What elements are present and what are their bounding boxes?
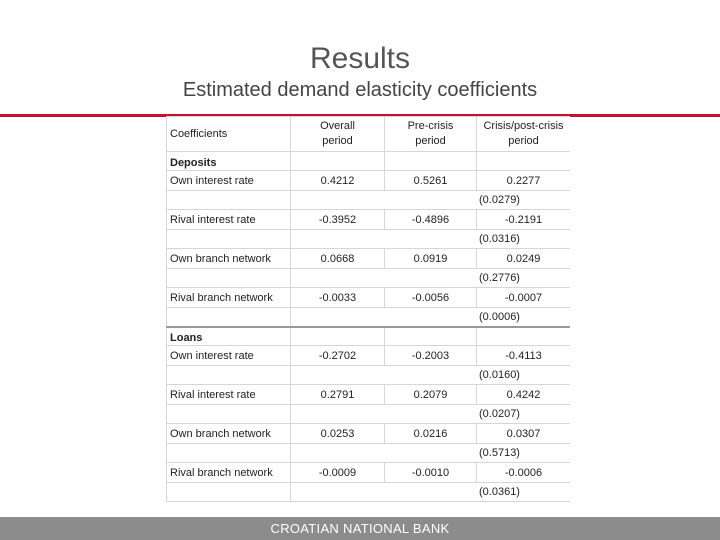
empty-cell [385,152,477,171]
table-body [167,152,571,502]
loans-section-label: Loans [167,327,291,346]
overall-value: 0.4212 [291,171,385,191]
row-label: Own branch network [167,424,291,444]
post-crisis-value: -0.0007 [477,288,571,308]
header-pre-crisis-text: Pre-crisis period [407,120,454,147]
header-post-crisis-text: Crisis/post-crisis period [483,120,564,147]
footer-bank-name: CROATIAN NATIONAL BANK [270,521,450,536]
overall-value: -0.2702 [291,346,385,366]
table-row [167,424,571,444]
pre-crisis-value: -0.0056 [385,288,477,308]
standard-error-row [167,483,571,502]
header-overall-text: Overall period [320,120,355,147]
overall-value: -0.0009 [291,463,385,483]
row-label: Rival branch network [167,463,291,483]
post-crisis-value: 0.0249 [477,249,571,269]
pre-crisis-value: 0.0919 [385,249,477,269]
standard-error-row [167,269,571,288]
post-crisis-value: -0.4113 [477,346,571,366]
overall-value: 0.0253 [291,424,385,444]
standard-error-value: (0.0006) [291,308,571,327]
standard-error-value: (0.0207) [291,405,571,424]
row-label: Rival interest rate [167,210,291,230]
empty-cell [167,444,291,463]
standard-error-value: (0.5713) [291,444,571,463]
header-post-crisis-period [477,117,571,152]
standard-error-value: (0.0279) [291,191,571,210]
table-row [167,171,571,191]
standard-error-value: (0.2776) [291,269,571,288]
standard-error-row [167,444,571,463]
pre-crisis-value: 0.0216 [385,424,477,444]
loans-section-row [167,327,571,346]
standard-error-row [167,308,571,327]
empty-cell [477,152,571,171]
standard-error-row [167,405,571,424]
empty-cell [291,327,385,346]
row-label: Own branch network [167,249,291,269]
empty-cell [385,327,477,346]
pre-crisis-value: -0.0010 [385,463,477,483]
post-crisis-value: -0.0006 [477,463,571,483]
empty-cell [167,366,291,385]
header-coefficients-text: Coefficients [170,127,228,140]
overall-value: 0.0668 [291,249,385,269]
empty-cell [167,230,291,249]
empty-cell [167,191,291,210]
post-crisis-value: 0.0307 [477,424,571,444]
post-crisis-value: -0.2191 [477,210,571,230]
coefficients-table [166,116,570,502]
overall-value: -0.0033 [291,288,385,308]
empty-cell [291,152,385,171]
standard-error-value: (0.0160) [291,366,571,385]
table-row [167,249,571,269]
overall-value: -0.3952 [291,210,385,230]
deposits-section-row [167,152,571,171]
standard-error-row [167,230,571,249]
table-row [167,210,571,230]
header-pre-crisis-period [385,117,477,152]
table-row [167,346,571,366]
table-row [167,385,571,405]
post-crisis-value: 0.2277 [477,171,571,191]
slide-subtitle: Estimated demand elasticity coefficients [182,79,538,101]
coefficients-table-container [166,116,570,517]
empty-cell [167,483,291,502]
pre-crisis-value: -0.4896 [385,210,477,230]
standard-error-row [167,191,571,210]
row-label: Rival branch network [167,288,291,308]
empty-cell [477,327,571,346]
standard-error-row [167,366,571,385]
row-label: Own interest rate [167,346,291,366]
post-crisis-value: 0.4242 [477,385,571,405]
row-label: Rival interest rate [167,385,291,405]
deposits-section-label: Deposits [167,152,291,171]
table-row [167,463,571,483]
pre-crisis-value: 0.5261 [385,171,477,191]
pre-crisis-value: -0.2003 [385,346,477,366]
standard-error-value: (0.0316) [291,230,571,249]
table-header-row [167,117,571,152]
empty-cell [167,308,291,327]
footer-bar [0,517,720,540]
standard-error-value: (0.0361) [291,483,571,502]
empty-cell [167,405,291,424]
slide-title: Results [309,42,411,75]
header-overall-period [291,117,385,152]
table-row [167,288,571,308]
overall-value: 0.2791 [291,385,385,405]
pre-crisis-value: 0.2079 [385,385,477,405]
empty-cell [167,269,291,288]
row-label: Own interest rate [167,171,291,191]
header-coefficients [167,117,291,152]
